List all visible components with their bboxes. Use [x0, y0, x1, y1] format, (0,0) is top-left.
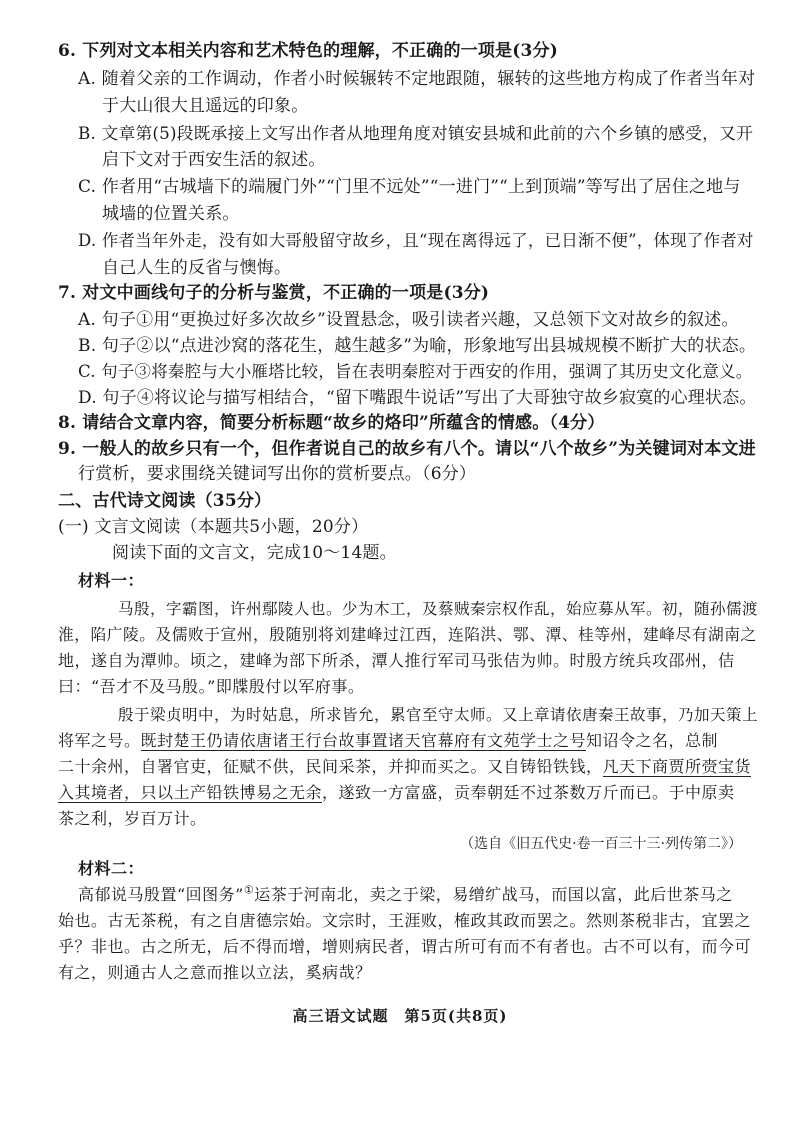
question-8: 8. 请结合文章内容，简要分析标题“故乡的烙印”所蕴含的情感。（4分）	[58, 413, 605, 433]
material-2-line4: 有之，则通古人之意而推以立法，奚病哉？	[58, 963, 372, 982]
material-1-p2-line2	[58, 730, 718, 752]
q7-option-d: D. 句子④将议论与描写相结合，“留下嘴跟牛说话”写出了大哥独守故乡寂寞的心理状态。	[78, 388, 757, 408]
p2-line3-head: 二十余州，自署官吏，征赋不供，民间采茶，并抑而买之。又自铸铅铁钱，	[58, 757, 603, 776]
p2-line4-tail: ，遂致一方富盛，贡奉朝廷不过茶数万斤而已。于中原卖	[322, 783, 735, 802]
q7-option-c: C. 句子③将秦腔与大小雁塔比较，旨在表明秦腔对于西安的作用，强调了其历史文化意义。	[78, 362, 753, 381]
material-2-line2: 始也。古无茶税，有之自唐德宗始。文宗时，王涯败，榷政其政而罢之。然则茶税非古，宜罢之	[58, 911, 752, 930]
p2-line2-tail: 知诏令之名，总制	[586, 731, 719, 750]
underlined-sentence-2b: 入其境者，只以土产铅铁博易之无余	[58, 783, 323, 802]
material-1-title: 材料一：	[78, 571, 145, 590]
material-1-p1-line1: 马殷，字霸图，许州鄢陵人也。少为木工，及蔡贼秦宗权作乱，始应募从军。初，随孙儒渡	[118, 600, 759, 618]
material-1-source: （选自《旧五代史·卷一百三十三·列传第二》）	[460, 836, 742, 852]
material-1-p2-line3	[58, 756, 751, 778]
subsection-heading: (一) 文言文阅读（本题共5小题，20分）	[58, 517, 369, 537]
footnote-marker: ①	[243, 883, 255, 897]
question-6-stem: 6. 下列对文本相关内容和艺术特色的理解，不正确的一项是(3分)	[58, 41, 558, 61]
material-1-p1-line2: 淮，陷广陵。及儒败于宣州，殷随别将刘建峰过江西，连陷洪、鄂、潭、桂等州，建峰尽有湖南之	[58, 625, 757, 644]
m2-line1-tail: 运茶于河南北，卖之于梁，易缯纩战马，而国以富，此后世茶马之	[254, 885, 733, 904]
q7-option-a: A. 句子①用“更换过好多次故乡”设置悬念，吸引读者兴趣，又总领下文对故乡的叙述。	[78, 310, 739, 330]
material-1-p1-line4: 曰：“吾才不及马殷。”即牒殷付以军府事。	[58, 677, 365, 696]
q6-option-b-line2: 启下文对于西安生活的叙述。	[102, 150, 326, 170]
q6-option-b-line1: B. 文章第(5)段既承接上文写出作者从地理角度对镇安县城和此前的六个乡镇的感受，又开	[78, 123, 754, 143]
q7-option-b: B. 句子②以“点进沙窝的落花生，越生越多”为喻，形象地写出县城规模不断扩大的状态。	[78, 336, 757, 356]
q6-option-c-line2: 城墙的位置关系。	[102, 204, 240, 224]
q6-option-c-line1: C. 作者用“古城墙下的端履门外”“门里不远处”“一进门”“上到顶端”等写出了居住之地与	[78, 177, 741, 197]
section-heading: 二、古代诗文阅读（35分）	[58, 491, 272, 511]
q6-option-d-line1: D. 作者当年外走，没有如大哥般留守故乡，且“现在离得远了，已日渐不便”，体现了作者对	[78, 231, 754, 250]
material-2-line3: 乎？非也。古之所无，后不得而增，增则病民者，谓古所可有而不有者也。古不可以有，而今可	[58, 937, 752, 956]
material-2-title: 材料二：	[78, 859, 145, 878]
underlined-sentence-1: 既封楚王仍请依唐诸王行台故事置诸天官幕府有文苑学士之号	[140, 731, 587, 750]
underlined-sentence-2a: 凡天下商贾所赍宝货	[602, 757, 752, 776]
p2-line2-head: 将军之号。	[58, 731, 141, 750]
question-9-line2: 行赏析，要求围绕关键词写出你的赏析要点。（6分）	[78, 464, 477, 484]
page-footer: 高三语文试题 第5页(共8页)	[292, 1007, 508, 1025]
material-2-line1	[78, 884, 733, 906]
q6-option-a-line1: A. 随着父亲的工作调动，作者小时候辗转不定地跟随，辗转的这些地方构成了作者当年对	[78, 69, 756, 89]
material-1-p2-line1: 殷于梁贞明中，为时姑息，所求皆允，累官至守太师。又上章请依唐秦王故事，乃加天策上	[118, 706, 759, 724]
reading-instruction: 阅读下面的文言文，完成10～14题。	[112, 543, 397, 563]
question-9-line1: 9. 一般人的故乡只有一个，但作者说自己的故乡有八个。请以“八个故乡”为关键词对本文进	[58, 439, 756, 459]
question-7-stem: 7. 对文中画线句子的分析与鉴赏，不正确的一项是(3分)	[58, 283, 490, 303]
material-1-p2-line5: 茶之利，岁百万计。	[58, 809, 207, 828]
q6-option-d-line2: 自己人生的反省与懊悔。	[102, 258, 292, 278]
material-1-p1-line3: 地，遂自为潭帅。顷之，建峰为部下所杀，潭人推行军司马张佶为帅。时殷方统兵攻邵州，佶	[58, 651, 735, 670]
q6-option-a-line2: 于大山很大且遥远的印象。	[102, 96, 309, 116]
material-1-p2-line4	[58, 782, 735, 804]
m2-line1-head: 高郁说马殷置“回图务”	[78, 885, 244, 904]
